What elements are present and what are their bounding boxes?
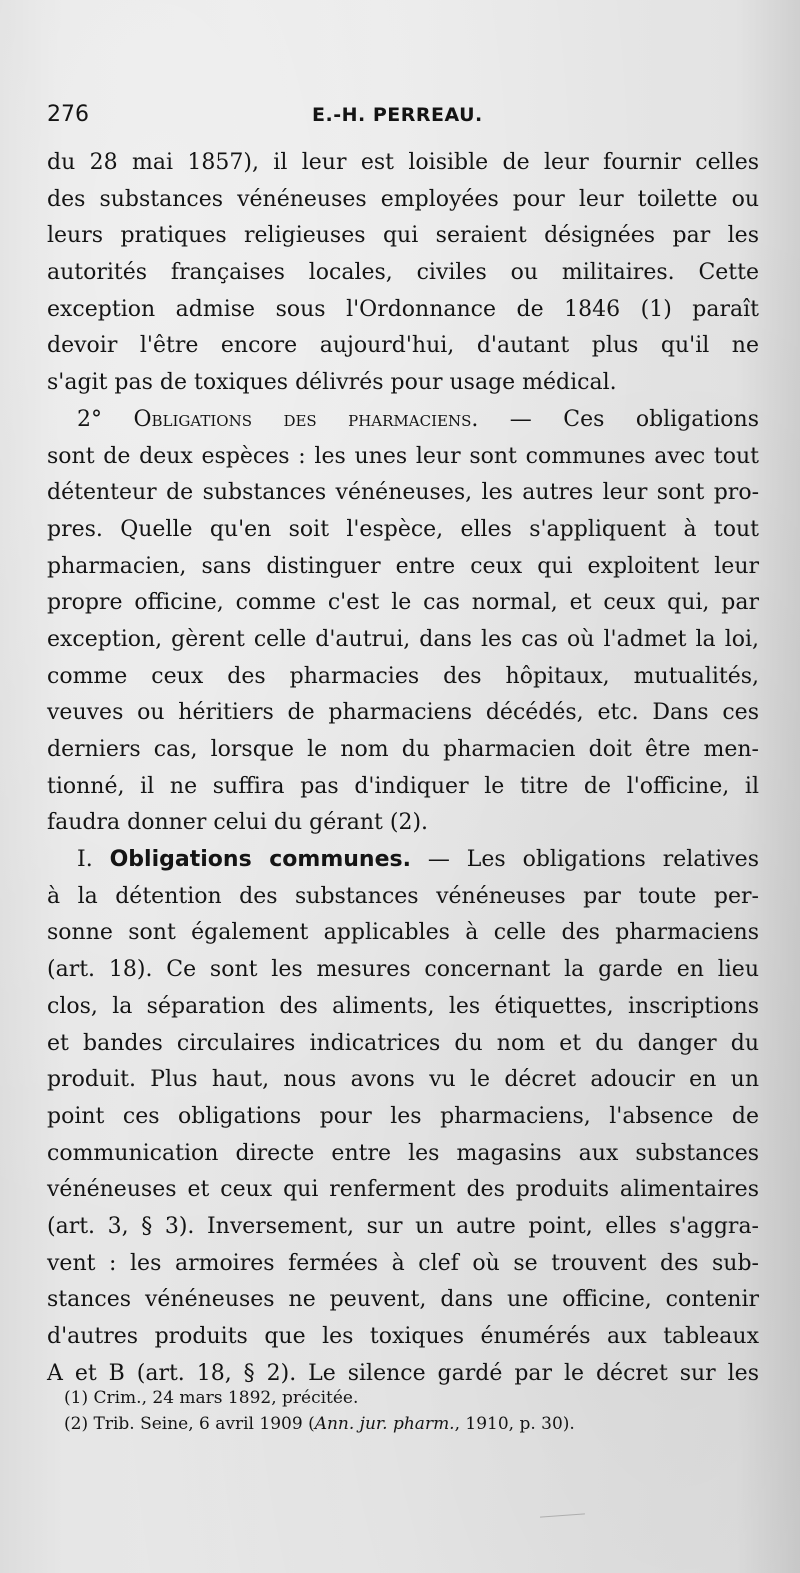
text-line: exception, gèrent celle d'autrui, dans les cas où l'admet la loi, <box>47 626 759 652</box>
text-line: autorités françaises locales, civiles ou militaires. Cette <box>47 260 759 286</box>
subsection-heading-rest: — Les obligations relatives <box>410 847 759 873</box>
subsection-heading-line <box>47 842 759 879</box>
text-line: faudra donner celui du gérant (2). <box>47 810 429 836</box>
text-line: vénéneuses et ceux qui renferment des produits alimentaires <box>47 1177 759 1203</box>
page-number: 276 <box>47 102 89 127</box>
footnote-2-prefix: (2) Trib. Seine, 6 avril 1909 ( <box>64 1414 315 1434</box>
text-line: sonne sont également applicables à celle des pharmaciens <box>47 920 759 946</box>
section-heading: Obligations des pharmaciens. <box>133 406 479 432</box>
subsection-heading: Obligations communes. <box>109 847 411 873</box>
text-line: leurs pratiques religieuses qui seraient désignées par les <box>47 223 759 249</box>
footnotes <box>64 1385 754 1437</box>
footnote-2 <box>64 1411 754 1437</box>
text-line: produit. Plus haut, nous avons vu le décret adoucir en un <box>47 1067 759 1093</box>
footnote-2-suffix: , 1910, p. 30). <box>454 1414 575 1434</box>
text-line: détenteur de substances vénéneuses, les autres leur sont pro- <box>47 480 759 506</box>
page-header <box>47 102 759 132</box>
text-line: A et B (art. 18, § 2). Le silence gardé par le décret sur les <box>47 1360 759 1386</box>
footnote-2-journal: Ann. jur. pharm. <box>314 1414 455 1434</box>
text-line: devoir l'être encore aujourd'hui, d'autant plus qu'il ne <box>47 333 759 359</box>
text-line: pres. Quelle qu'en soit l'espèce, elles s'appliquent à tout <box>47 516 759 542</box>
text-line: pharmacien, sans distinguer entre ceux qui exploitent leur <box>47 553 759 579</box>
text-line: tionné, il ne suffira pas d'indiquer le titre de l'officine, il <box>47 773 759 799</box>
text-line: d'autres produits que les toxiques énumérés aux tableaux <box>47 1324 759 1349</box>
scan-mark <box>540 1513 585 1517</box>
text-line: clos, la séparation des aliments, les étiquettes, inscriptions <box>47 993 759 1019</box>
section-number: 2° <box>77 406 102 432</box>
subsection-number: I. <box>77 847 93 873</box>
text-line: point ces obligations pour les pharmaciens, l'absence de <box>47 1103 759 1129</box>
text-line: s'agit pas de toxiques délivrés pour usage médical. <box>47 370 617 396</box>
footnote-1: (1) Crim., 24 mars 1892, précitée. <box>64 1388 359 1408</box>
running-head: E.-H. PERREAU. <box>312 104 483 126</box>
text-line: exception admise sous l'Ordonnance de 1846 (1) paraît <box>47 296 759 322</box>
text-line: (art. 18). Ce sont les mesures concernant la garde en lieu <box>47 957 759 983</box>
text-line: du 28 mai 1857), il leur est loisible de leur fournir celles <box>47 150 759 175</box>
text-line: comme ceux des pharmacies des hôpitaux, mutualités, <box>47 663 759 689</box>
text-line: sont de deux espèces : les unes leur sont communes avec tout <box>47 443 759 469</box>
text-line: (art. 3, § 3). Inversement, sur un autre point, elles s'aggra- <box>47 1213 759 1239</box>
text-line: à la détention des substances vénéneuses par toute per- <box>47 883 759 909</box>
section-heading-line <box>47 402 759 439</box>
text-line: des substances vénéneuses employées pour leur toilette ou <box>47 186 759 212</box>
section-heading-rest: — Ces obligations <box>478 406 759 432</box>
text-line: communication directe entre les magasins aux substances <box>47 1140 759 1166</box>
body-text <box>47 145 759 1392</box>
text-line: derniers cas, lorsque le nom du pharmacien doit être men- <box>47 737 759 762</box>
text-line: vent : les armoires fermées à clef où se trouvent des sub- <box>47 1250 759 1276</box>
text-line: propre officine, comme c'est le cas normal, et ceux qui, par <box>47 590 759 616</box>
text-line: stances vénéneuses ne peuvent, dans une officine, contenir <box>47 1287 759 1313</box>
text-line: veuves ou héritiers de pharmaciens décédés, etc. Dans ces <box>47 700 759 726</box>
text-line: et bandes circulaires indicatrices du nom et du danger du <box>47 1030 759 1056</box>
